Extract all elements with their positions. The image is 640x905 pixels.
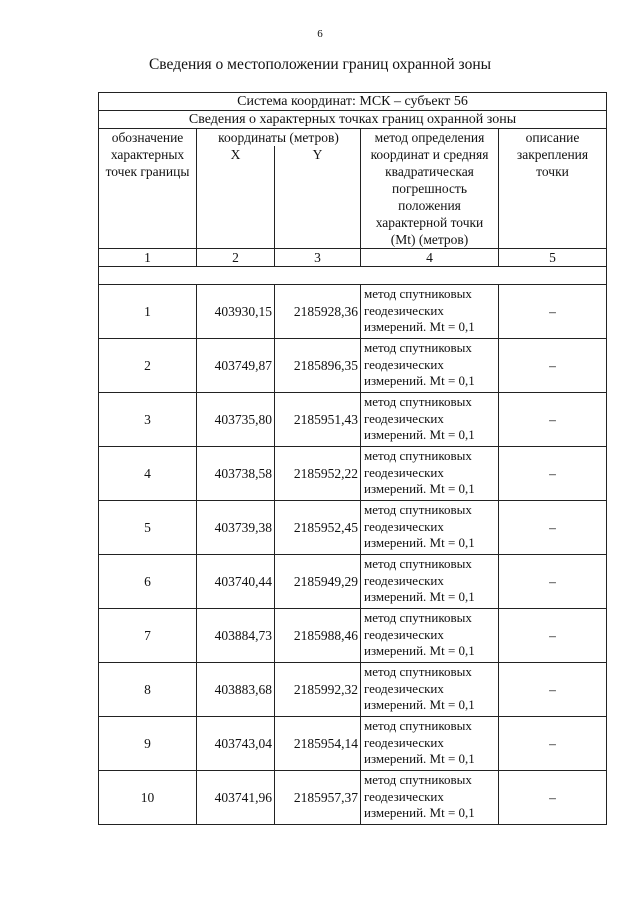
point-number-cell: 5: [99, 501, 197, 555]
method-cell: метод спутниковых геодезических измерений. Mt = 0,1: [361, 339, 499, 393]
x-coordinate-cell: 403740,44: [197, 555, 275, 609]
method-cell: метод спутниковых геодезических измерений. Mt = 0,1: [361, 393, 499, 447]
header-row: [99, 129, 607, 147]
column-number-row: [99, 249, 607, 267]
method-cell: метод спутниковых геодезических измерений. Mt = 0,1: [361, 717, 499, 771]
table-row: [99, 393, 607, 447]
x-coordinate-cell: 403749,87: [197, 339, 275, 393]
y-coordinate-cell: 2185988,46: [275, 609, 361, 663]
table-row: [99, 771, 607, 825]
table-row: [99, 717, 607, 771]
method-cell: метод спутниковых геодезических измерений. Mt = 0,1: [361, 285, 499, 339]
coordinate-system-cell: Система координат: МСК – субъект 56: [99, 93, 607, 111]
header-coordinates: координаты (метров): [197, 129, 361, 147]
y-coordinate-cell: 2185949,29: [275, 555, 361, 609]
header-y: Y: [275, 146, 361, 249]
table-caption-row: [99, 111, 607, 129]
x-coordinate-cell: 403743,04: [197, 717, 275, 771]
method-cell: метод спутниковых геодезических измерений. Mt = 0,1: [361, 447, 499, 501]
x-coordinate-cell: 403739,38: [197, 501, 275, 555]
table-row: [99, 285, 607, 339]
description-cell: –: [499, 447, 607, 501]
point-number-cell: 4: [99, 447, 197, 501]
y-coordinate-cell: 2185952,45: [275, 501, 361, 555]
description-cell: –: [499, 285, 607, 339]
column-number: 2: [197, 249, 275, 267]
boundary-points-table: [98, 92, 607, 825]
table-row: [99, 663, 607, 717]
description-cell: –: [499, 501, 607, 555]
method-cell: метод спутниковых геодезических измерений. Mt = 0,1: [361, 663, 499, 717]
header-point-designation: обозначение характерных точек границы: [99, 129, 197, 249]
document-title: Сведения о местоположении границ охранной зоны: [148, 56, 492, 73]
point-number-cell: 3: [99, 393, 197, 447]
x-coordinate-cell: 403930,15: [197, 285, 275, 339]
method-cell: метод спутниковых геодезических измерений. Mt = 0,1: [361, 609, 499, 663]
y-coordinate-cell: 2185951,43: [275, 393, 361, 447]
point-number-cell: 10: [99, 771, 197, 825]
y-coordinate-cell: 2185957,37: [275, 771, 361, 825]
table-row: [99, 447, 607, 501]
column-number: 4: [361, 249, 499, 267]
header-method: метод определения координат и средняя квадратическая погрешность положения характерной точки (Mt) (метров): [361, 129, 499, 249]
y-coordinate-cell: 2185992,32: [275, 663, 361, 717]
x-coordinate-cell: 403738,58: [197, 447, 275, 501]
description-cell: –: [499, 393, 607, 447]
method-cell: метод спутниковых геодезических измерений. Mt = 0,1: [361, 501, 499, 555]
point-number-cell: 7: [99, 609, 197, 663]
y-coordinate-cell: 2185896,35: [275, 339, 361, 393]
table-row: [99, 339, 607, 393]
description-cell: –: [499, 609, 607, 663]
column-number: 5: [499, 249, 607, 267]
point-number-cell: 1: [99, 285, 197, 339]
point-number-cell: 8: [99, 663, 197, 717]
y-coordinate-cell: 2185954,14: [275, 717, 361, 771]
table-row: [99, 501, 607, 555]
table-row: [99, 555, 607, 609]
x-coordinate-cell: 403741,96: [197, 771, 275, 825]
x-coordinate-cell: 403735,80: [197, 393, 275, 447]
x-coordinate-cell: 403883,68: [197, 663, 275, 717]
point-number-cell: 2: [99, 339, 197, 393]
coordinate-system-row: [99, 93, 607, 111]
header-description: описание закрепления точки: [499, 129, 607, 249]
page-number: 6: [317, 28, 323, 40]
description-cell: –: [499, 339, 607, 393]
description-cell: –: [499, 663, 607, 717]
method-cell: метод спутниковых геодезических измерений. Mt = 0,1: [361, 555, 499, 609]
point-number-cell: 6: [99, 555, 197, 609]
description-cell: –: [499, 771, 607, 825]
y-coordinate-cell: 2185928,36: [275, 285, 361, 339]
column-number: 1: [99, 249, 197, 267]
blank-cell: [99, 267, 607, 285]
y-coordinate-cell: 2185952,22: [275, 447, 361, 501]
column-number: 3: [275, 249, 361, 267]
description-cell: –: [499, 555, 607, 609]
table-caption-cell: Сведения о характерных точках границ охранной зоны: [99, 111, 607, 129]
x-coordinate-cell: 403884,73: [197, 609, 275, 663]
blank-row: [99, 267, 607, 285]
table-row: [99, 609, 607, 663]
description-cell: –: [499, 717, 607, 771]
header-x: X: [197, 146, 275, 249]
point-number-cell: 9: [99, 717, 197, 771]
method-cell: метод спутниковых геодезических измерений. Mt = 0,1: [361, 771, 499, 825]
